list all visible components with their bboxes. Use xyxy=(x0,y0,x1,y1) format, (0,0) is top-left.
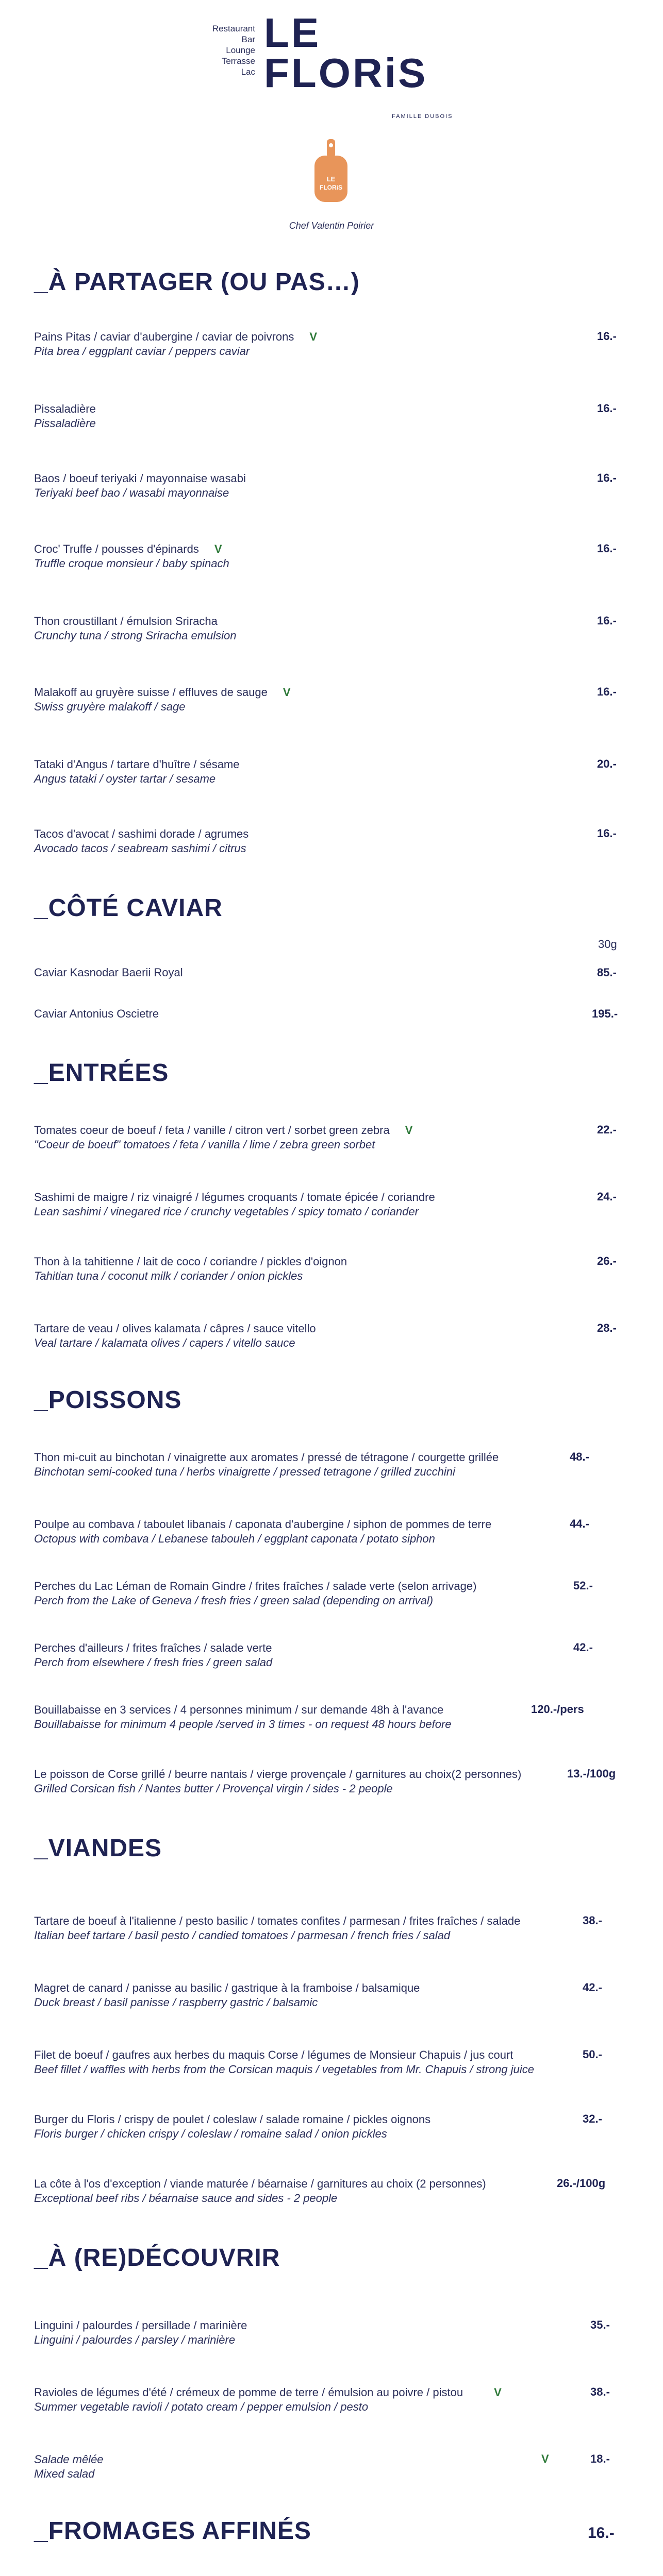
cutting-board-icon xyxy=(312,138,350,205)
item-translation: Beef fillet / waffles with herbs from the Corsican maquis / vegetables from Mr. Chapuis / strong juice xyxy=(34,2063,535,2076)
item-translation: Bouillabaisse for minimum 4 people /served in 3 times - on request 48 hours before xyxy=(34,1718,452,1731)
vegetarian-badge: V xyxy=(283,686,291,699)
item-name: Sashimi de maigre / riz vinaigré / légumes croquants / tomate épicée / coriandre xyxy=(34,1191,435,1204)
chef-name: Chef Valentin Poirier xyxy=(289,221,374,231)
item-price: 16.- xyxy=(588,2524,615,2541)
item-translation: Duck breast / basil panisse / raspberry gastric / balsamic xyxy=(34,1996,318,2009)
item-name: Linguini / palourdes / persillade / marinière xyxy=(34,2319,247,2332)
section-title-poissons: _POISSONS xyxy=(34,1386,182,1414)
item-price: 16.- xyxy=(597,402,617,415)
menu-item xyxy=(34,330,622,359)
vegetarian-badge: V xyxy=(405,1124,413,1137)
item-name: Bouillabaisse en 3 services / 4 personnes minimum / sur demande 48h à l'avance xyxy=(34,1703,444,1716)
item-name: Thon à la tahitienne / lait de coco / coriandre / pickles d'oignon xyxy=(34,1255,347,1268)
item-translation: Italian beef tartare / basil pesto / candied tomatoes / parmesan / french fries / salad xyxy=(34,1929,451,1942)
item-name: Tataki d'Angus / tartare d'huître / sésame xyxy=(34,758,240,771)
menu-item xyxy=(34,685,622,714)
item-name: Croc' Truffe / pousses d'épinards xyxy=(34,543,199,555)
item-price: 38.- xyxy=(583,1914,602,1927)
item-name: Caviar Kasnodar Baerii Royal xyxy=(34,966,183,979)
item-price: 20.- xyxy=(597,757,617,770)
section-title-redecouvrir: _À (RE)DÉCOUVRIR xyxy=(34,2244,280,2272)
menu-item xyxy=(34,757,622,786)
menu-item xyxy=(34,1450,622,1479)
item-translation: Veal tartare / kalamata olives / capers / vitello sauce xyxy=(34,1336,295,1349)
item-translation: Angus tataki / oyster tartar / sesame xyxy=(34,772,216,785)
logo-line-2: FLORiS xyxy=(264,50,428,96)
item-price: 28.- xyxy=(597,1321,617,1334)
item-name: Pains Pitas / caviar d'aubergine / caviar de poivrons xyxy=(34,330,294,343)
item-price: 18.- xyxy=(590,2452,610,2465)
item-price: 52.- xyxy=(573,1579,593,1592)
menu-item xyxy=(34,2452,622,2481)
menu-item xyxy=(34,1255,622,1283)
item-translation: Crunchy tuna / strong Sriracha emulsion xyxy=(34,629,237,642)
menu-item xyxy=(34,1767,622,1796)
menu-item xyxy=(34,2318,622,2347)
item-price: 120.-/pers xyxy=(531,1703,584,1716)
menu-item xyxy=(34,614,622,643)
item-price: 16.- xyxy=(597,542,617,555)
menu-item xyxy=(34,2385,622,2414)
item-name: Pissaladière xyxy=(34,402,96,415)
item-price: 32.- xyxy=(583,2112,602,2125)
menu-item xyxy=(34,2112,622,2141)
item-translation: Exceptional beef ribs / béarnaise sauce and sides - 2 people xyxy=(34,2192,338,2205)
item-name: Filet de boeuf / gaufres aux herbes du maquis Corse / légumes de Monsieur Chapuis / jus court xyxy=(34,2048,513,2061)
item-price: 35.- xyxy=(590,2318,610,2331)
item-price: 24.- xyxy=(597,1190,617,1203)
item-translation: "Coeur de boeuf" tomatoes / feta / vanilla / lime / zebra green sorbet xyxy=(34,1138,375,1151)
item-price: 16.- xyxy=(597,827,617,840)
logo-venue-line: Lounge xyxy=(226,45,255,55)
item-translation: Linguini / palourdes / parsley / marinière xyxy=(34,2333,236,2346)
item-name: Baos / boeuf teriyaki / mayonnaise wasabi xyxy=(34,472,246,485)
menu-item xyxy=(34,1123,622,1152)
item-name: Magret de canard / panisse au basilic / gastrique à la framboise / balsamique xyxy=(34,1981,420,1994)
vegetarian-badge: V xyxy=(309,330,318,343)
section-title-partager: _À PARTAGER (OU PAS…) xyxy=(34,268,360,296)
menu-item xyxy=(34,827,622,856)
item-price: 42.- xyxy=(583,1981,602,1994)
logo-tagline: FAMILLE DUBOIS xyxy=(392,113,453,120)
menu-item xyxy=(34,1981,622,2010)
item-name: Le poisson de Corse grillé / beurre nantais / vierge provençale / garnitures au choix(2 personnes) xyxy=(34,1768,522,1781)
menu-item xyxy=(34,2177,622,2206)
item-translation: Octopus with combava / Lebanese tabouleh / eggplant caponata / potato siphon xyxy=(34,1532,435,1545)
menu-item xyxy=(34,1579,622,1608)
menu-item xyxy=(34,1641,622,1670)
item-price: 48.- xyxy=(570,1450,589,1463)
item-translation: Tahitian tuna / coconut milk / coriander / onion pickles xyxy=(34,1269,303,1282)
logo-line-1: LE xyxy=(264,10,321,56)
logo-venue-line: Lac xyxy=(241,67,255,77)
item-translation: Lean sashimi / vinegared rice / crunchy vegetables / spicy tomato / coriander xyxy=(34,1205,419,1218)
vegetarian-badge: V xyxy=(494,2386,502,2399)
menu-item xyxy=(34,1914,622,1943)
item-translation: Swiss gruyère malakoff / sage xyxy=(34,700,186,713)
item-name: Caviar Antonius Oscietre xyxy=(34,1007,159,1020)
item-name: Tomates coeur de boeuf / feta / vanille / citron vert / sorbet green zebra xyxy=(34,1124,390,1137)
item-price: 13.-/100g xyxy=(567,1767,616,1780)
menu-item xyxy=(34,1190,622,1219)
vegetarian-badge: V xyxy=(214,543,222,555)
svg-text:LE: LE xyxy=(326,175,336,183)
item-translation: Grilled Corsican fish / Nantes butter / Provençal virgin / sides - 2 people xyxy=(34,1782,393,1795)
item-translation: Pita brea / eggplant caviar / peppers caviar xyxy=(34,345,250,358)
item-price: 22.- xyxy=(597,1123,617,1136)
item-name: Malakoff au gruyère suisse / effluves de sauge xyxy=(34,686,268,699)
item-name: Tartare de boeuf à l'italienne / pesto basilic / tomates confites / parmesan / frites fraîches / salade xyxy=(34,1914,521,1927)
section-title-viandes: _VIANDES xyxy=(34,1835,162,1862)
item-name: La côte à l'os d'exception / viande maturée / béarnaise / garnitures au choix (2 personnes) xyxy=(34,2177,486,2190)
section-title-fromages: _FROMAGES AFFINÉS xyxy=(34,2517,311,2545)
item-price: 38.- xyxy=(590,2385,610,2398)
svg-text:FLORiS: FLORiS xyxy=(320,184,342,191)
item-name: Thon croustillant / émulsion Sriracha xyxy=(34,615,218,628)
item-price: 195.- xyxy=(592,1007,618,1020)
logo-venue-line: Restaurant xyxy=(212,24,255,33)
item-translation: Avocado tacos / seabream sashimi / citrus xyxy=(34,842,246,855)
section-title-entrees: _ENTRÉES xyxy=(34,1059,169,1087)
item-translation: Floris burger / chicken crispy / coleslaw / romaine salad / onion pickles xyxy=(34,2127,387,2140)
item-translation: Pissaladière xyxy=(34,417,96,430)
item-price: 16.- xyxy=(597,614,617,627)
item-name: Perches du Lac Léman de Romain Gindre / frites fraîches / salade verte (selon arrivage) xyxy=(34,1580,477,1592)
item-price: 26.-/100g xyxy=(557,2177,606,2190)
item-price: 42.- xyxy=(573,1641,593,1654)
item-translation: Truffle croque monsieur / baby spinach xyxy=(34,557,229,570)
item-translation: Mixed salad xyxy=(34,2467,95,2480)
logo-venue-line: Bar xyxy=(241,35,255,44)
item-price: 44.- xyxy=(570,1517,589,1530)
menu-item xyxy=(34,1517,622,1546)
item-translation: Perch from elsewhere / fresh fries / green salad xyxy=(34,1656,273,1669)
item-name: Poulpe au combava / taboulet libanais / caponata d'aubergine / siphon de pommes de terre xyxy=(34,1518,492,1531)
item-price: 26.- xyxy=(597,1255,617,1267)
logo-venue-types xyxy=(204,23,255,77)
item-translation: Teriyaki beef bao / wasabi mayonnaise xyxy=(34,486,229,499)
caviar-unit: 30g xyxy=(598,938,617,951)
menu-item xyxy=(34,2048,622,2077)
item-translation: Binchotan semi-cooked tuna / herbs vinaigrette / pressed tetragone / grilled zucchini xyxy=(34,1465,455,1478)
logo-venue-line: Terrasse xyxy=(221,56,255,66)
logo-wordmark xyxy=(264,11,427,95)
item-name: Salade mêlée xyxy=(34,2453,104,2466)
item-name: Tacos d'avocat / sashimi dorade / agrumes xyxy=(34,827,249,840)
vegetarian-badge: V xyxy=(541,2452,549,2465)
item-name: Burger du Floris / crispy de poulet / coleslaw / salade romaine / pickles oignons xyxy=(34,2113,431,2126)
item-translation: Summer vegetable ravioli / potato cream / pepper emulsion / pesto xyxy=(34,2400,369,2413)
item-price: 16.- xyxy=(597,685,617,698)
header xyxy=(0,0,663,242)
item-name: Ravioles de légumes d'été / crémeux de pomme de terre / émulsion au poivre / pistou xyxy=(34,2386,463,2399)
item-price: 50.- xyxy=(583,2048,602,2061)
item-translation: Perch from the Lake of Geneva / fresh fries / green salad (depending on arrival) xyxy=(34,1594,434,1607)
menu-item xyxy=(34,402,622,431)
menu-item xyxy=(34,1321,622,1350)
item-price: 16.- xyxy=(597,330,617,343)
item-price: 16.- xyxy=(597,471,617,484)
menu-item xyxy=(34,471,622,500)
section-title-caviar: _CÔTÉ CAVIAR xyxy=(34,894,223,922)
item-price: 85.- xyxy=(597,966,617,979)
item-name: Tartare de veau / olives kalamata / câpres / sauce vitello xyxy=(34,1322,316,1335)
item-name: Perches d'ailleurs / frites fraîches / salade verte xyxy=(34,1641,272,1654)
menu-item xyxy=(34,542,622,571)
item-name: Thon mi-cuit au binchotan / vinaigrette aux aromates / pressé de tétragone / courgette grillée xyxy=(34,1451,499,1464)
